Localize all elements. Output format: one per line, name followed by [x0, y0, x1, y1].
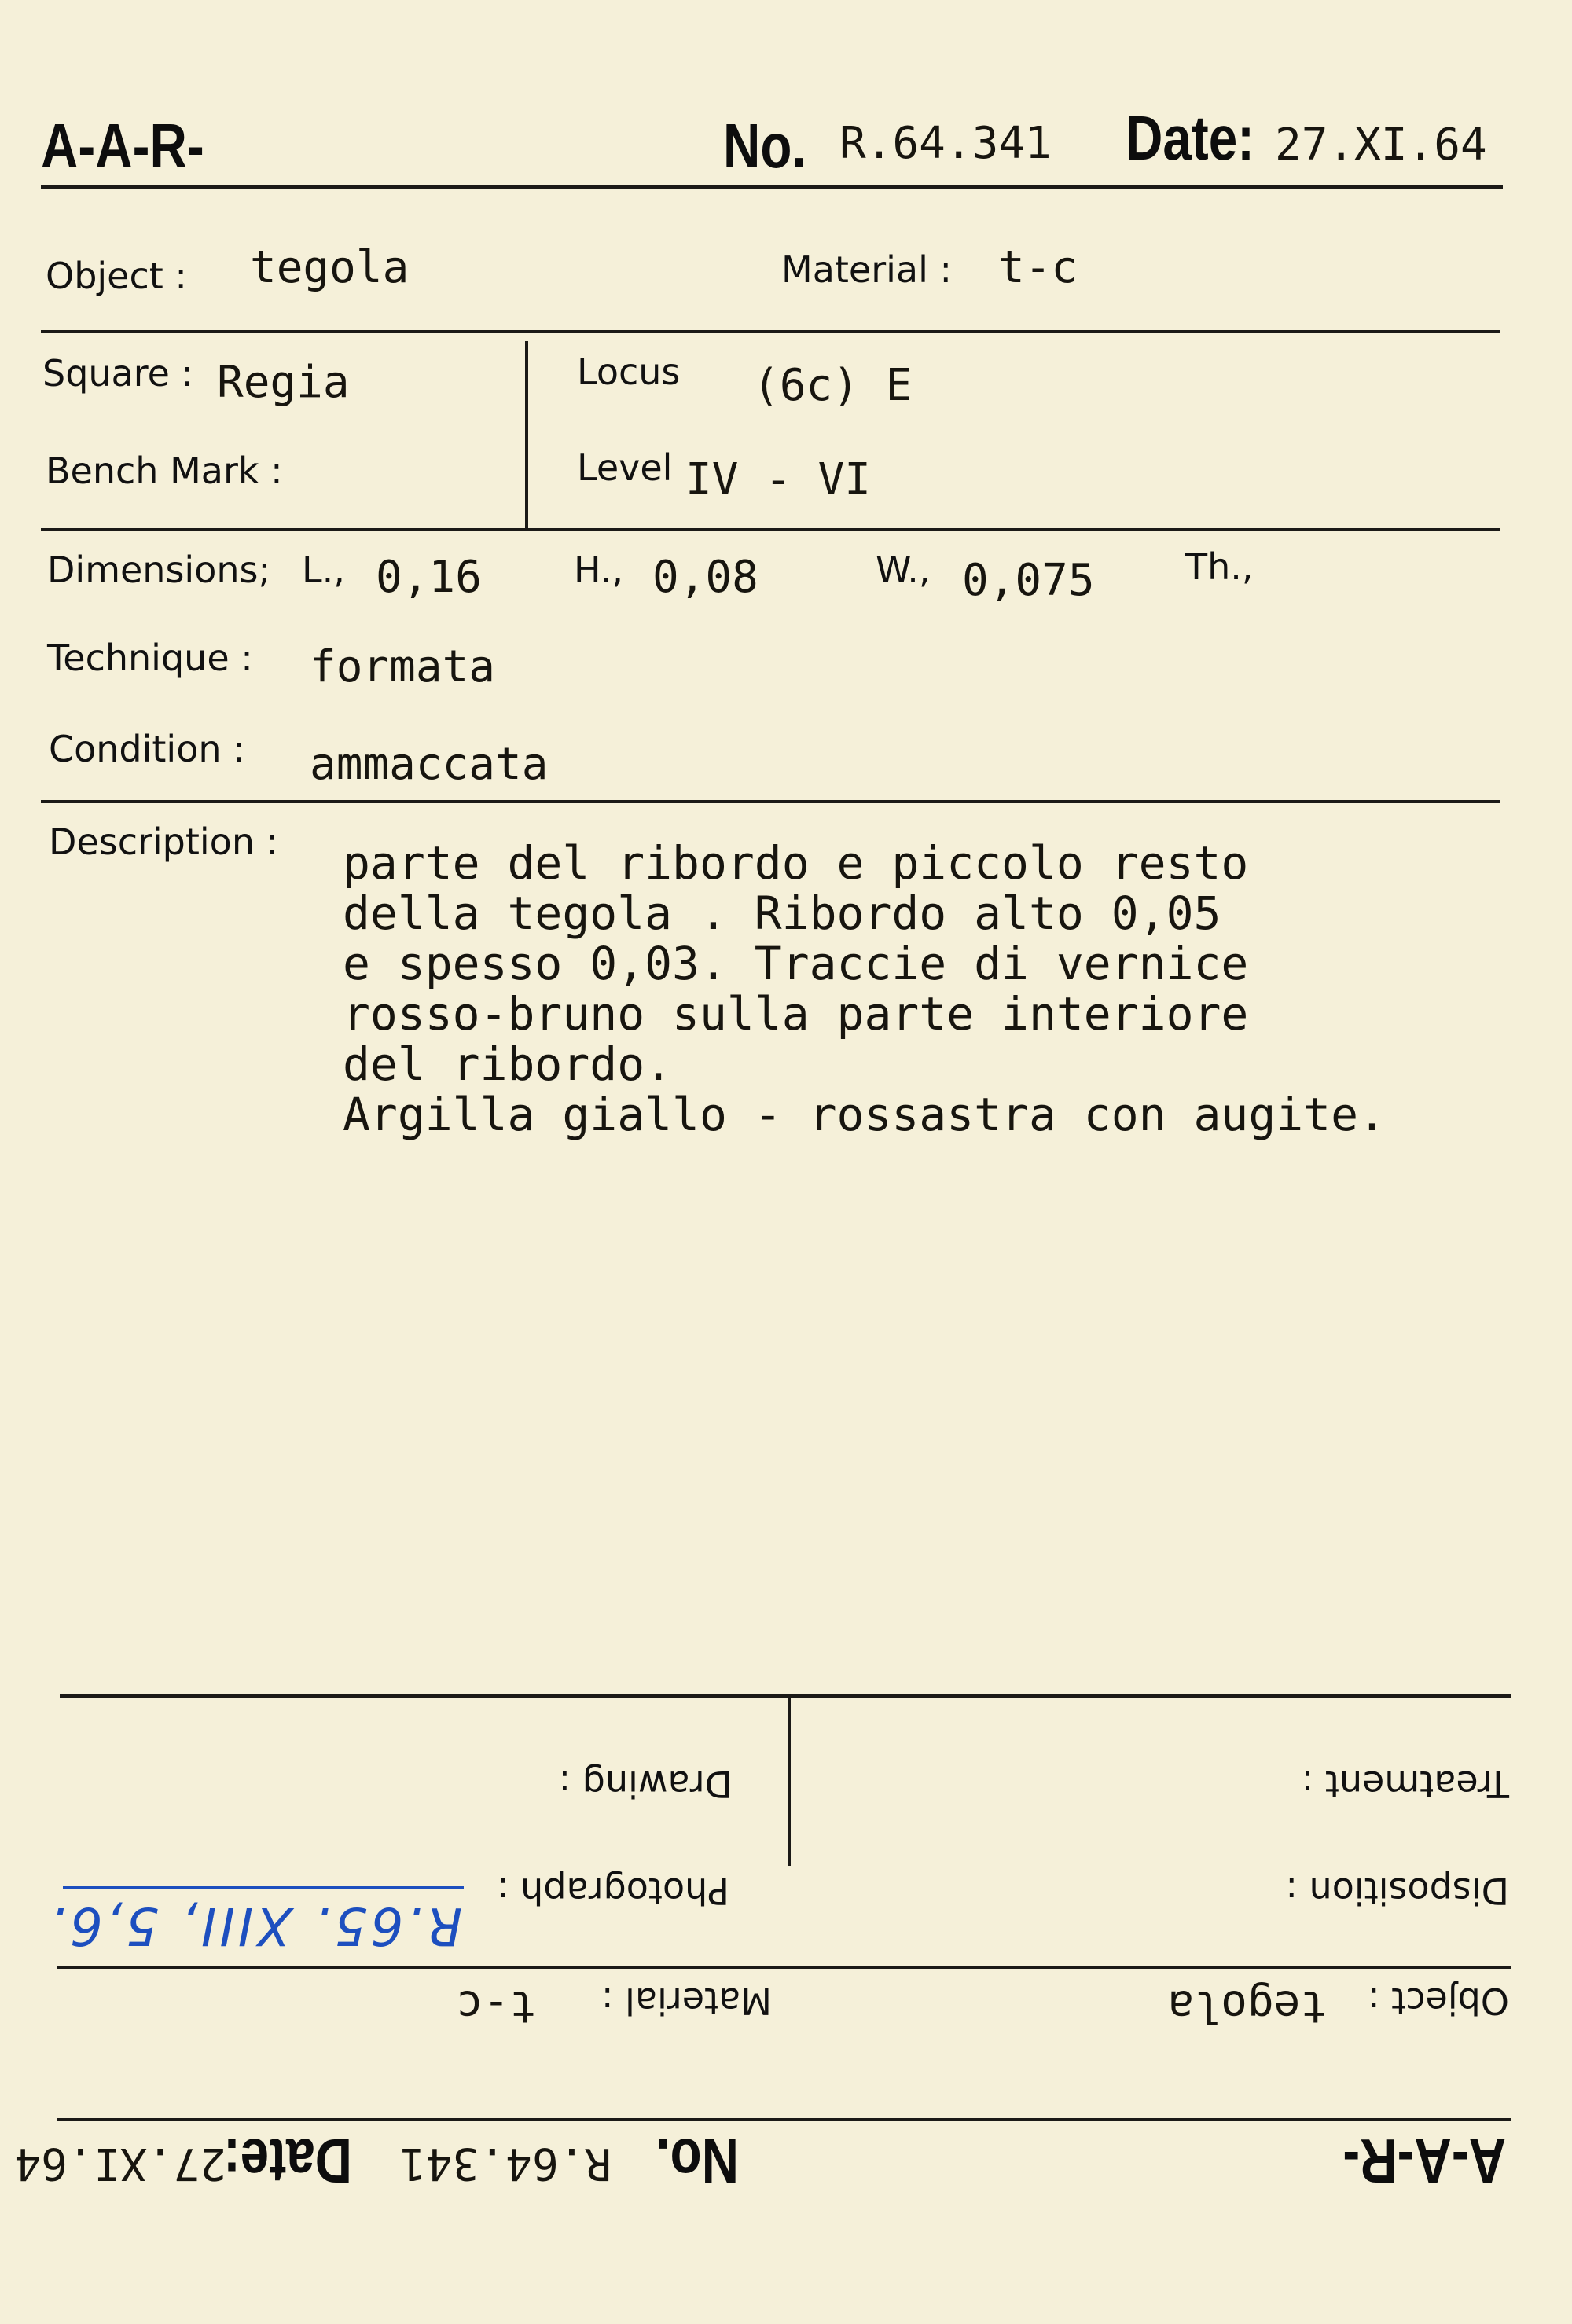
description-line: parte del ribordo e piccolo resto	[343, 836, 1249, 890]
object-value: tegola	[250, 242, 410, 293]
footer-date-label: Date:	[222, 2126, 352, 2196]
length-label: L.,	[302, 549, 345, 591]
level-label: Level	[577, 446, 673, 489]
description-line: della tegola . Ribordo alto 0,05	[343, 887, 1221, 940]
number-label: No.	[723, 111, 806, 181]
footer-date-value: 27.XI.64	[14, 2138, 226, 2189]
condition-rule	[41, 800, 1500, 803]
bench-mark-label: Bench Mark :	[46, 450, 283, 492]
footer-number-label: No.	[656, 2126, 739, 2196]
dimensions-label: Dimensions;	[47, 549, 270, 591]
date-label: Date:	[1126, 103, 1255, 173]
length-value: 0,16	[376, 552, 482, 603]
height-label: H.,	[574, 549, 624, 591]
footer-object-value: tegola	[1167, 1981, 1327, 2032]
footer-mid-rule	[57, 1966, 1511, 1969]
width-label: W.,	[876, 549, 931, 591]
drawing-label: Drawing :	[558, 1763, 733, 1805]
footer-top-rule	[60, 1694, 1511, 1698]
org-code: A-A-R-	[41, 111, 204, 181]
location-rule	[41, 528, 1500, 531]
locus-label: Locus	[577, 351, 681, 393]
condition-label: Condition :	[49, 728, 245, 770]
material-value: t-c	[998, 242, 1078, 293]
square-value: Regia	[217, 357, 350, 408]
description-line: Argilla giallo - rossastra con augite.	[343, 1088, 1386, 1141]
technique-value: formata	[310, 641, 496, 692]
footer-material-value: t-c	[456, 1981, 536, 2032]
footer-org-code: A-A-R-	[1342, 2126, 1506, 2196]
inverted-footer-section	[0, 1627, 1572, 2324]
description-label: Description :	[49, 821, 279, 863]
photograph-underline	[63, 1886, 464, 1889]
object-rule	[41, 330, 1500, 333]
footer-header-rule	[57, 2118, 1511, 2121]
locus-value: (6c) E	[753, 360, 913, 411]
height-value: 0,08	[652, 552, 758, 603]
footer-material-label: Material :	[601, 1980, 772, 2022]
description-line: e spesso 0,03. Traccie di vernice	[343, 937, 1249, 990]
level-value: IV - VI	[685, 454, 872, 505]
header-rule	[41, 185, 1503, 189]
footer-object-label: Object :	[1368, 1980, 1509, 2022]
square-label: Square :	[42, 352, 194, 395]
number-value: R.64.341	[839, 118, 1052, 169]
location-divider	[525, 341, 528, 528]
thickness-label: Th.,	[1185, 545, 1254, 588]
description-line: del ribordo.	[343, 1037, 673, 1091]
material-label: Material :	[781, 248, 952, 291]
photograph-handwritten-value: R.65. XIII, 5,6.	[47, 1896, 463, 1956]
technique-label: Technique :	[47, 637, 253, 679]
disposition-label: Disposition :	[1285, 1870, 1509, 1912]
object-label: Object :	[46, 255, 187, 297]
treatment-label: Treatment :	[1301, 1763, 1509, 1805]
footer-number-value: R.64.341	[399, 2138, 612, 2189]
date-value: 27.XI.64	[1275, 119, 1487, 171]
width-value: 0,075	[962, 555, 1095, 606]
photograph-label: Photograph :	[497, 1870, 729, 1912]
condition-value: ammaccata	[310, 739, 549, 790]
description-line: rosso-bruno sulla parte interiore	[343, 987, 1249, 1041]
footer-divider	[788, 1696, 791, 1866]
